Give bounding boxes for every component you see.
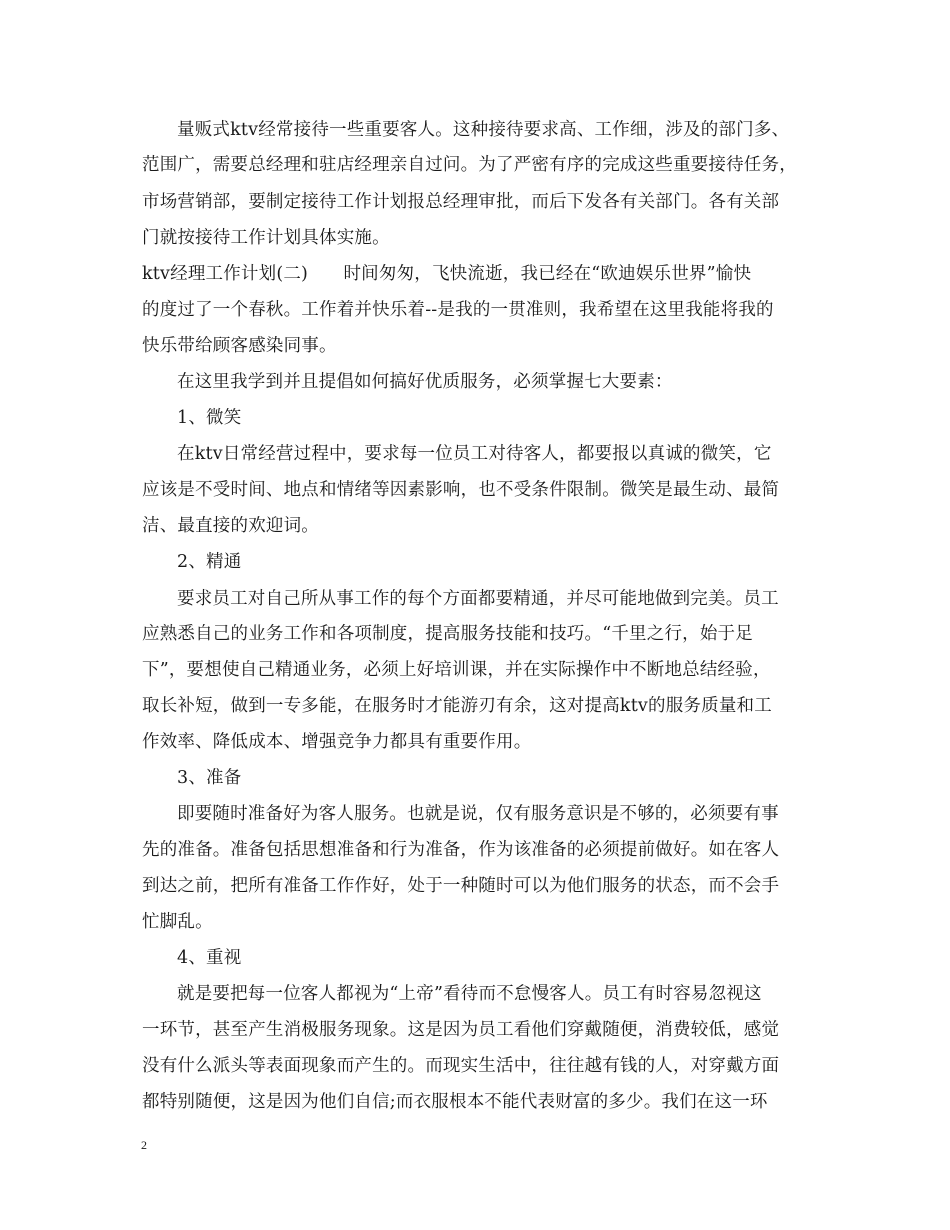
text-line: 洁、最直接的欢迎词。 [142,516,319,536]
text-line: 要求员工对自己所从事工作的每个方面都要精通，并尽可能地做到完美。员工 [177,589,779,609]
text-line: 下”，要想使自己精通业务，必须上好培训课，并在实际操作中不断地总结经验， [142,660,771,680]
page-number: 2 [141,1138,147,1152]
text-line: 市场营销部，要制定接待工作计划报总经理审批，而后下发各有关部门。各有关部 [142,192,780,212]
text-line: 快乐带给顾客感染同事。 [142,336,337,356]
text-line: 作效率、降低成本、增强竞争力都具有重要作用。 [142,732,532,752]
text-line: 门就按接待工作计划具体实施。 [142,228,390,248]
text-line: 在这里我学到并且提倡如何搞好优质服务，必须掌握七大要素： [177,372,673,392]
text-line: 范围广，需要总经理和驻店经理亲自过问。为了严密有序的完成这些重要接待任务， [142,155,797,175]
text-line: 到达之前，把所有准备工作作好，处于一种随时可以为他们服务的状态，而不会手 [142,876,780,896]
text-line: 忙脚乱。 [142,912,213,932]
text-line: 就是要把每一位客人都视为“上帝”看待而不怠慢客人。员工有时容易忽视这 [177,984,762,1004]
text-line: 即要随时准备好为客人服务。也就是说，仅有服务意识是不够的，必须要有事 [177,804,779,824]
text-line: 应该是不受时间、地点和情绪等因素影响，也不受条件限制。微笑是最生动、最简 [142,480,780,500]
list-heading: 2、精通 [177,552,242,572]
text-line: 都特别随便，这是因为他们自信;而衣服根本不能代表财富的多少。我们在这一环 [142,1092,768,1112]
text-line: 取长补短，做到一专多能，在服务时才能游刃有余，这对提高ktv的服务质量和工 [142,696,772,716]
list-heading: 4、重视 [177,948,242,968]
text-line: 一环节，甚至产生消极服务现象。这是因为员工看他们穿戴随便，消费较低，感觉 [142,1020,780,1040]
text-line: 的度过了一个春秋。工作着并快乐着--是我的一贯准则，我希望在这里我能将我的 [142,300,774,320]
list-heading: 3、准备 [177,768,242,788]
text-line: 应熟悉自己的业务工作和各项制度，提高服务技能和技巧。“千里之行，始于足 [142,624,753,644]
list-heading: 1、微笑 [177,408,242,428]
text-line: 量贩式ktv经常接待一些重要客人。这种接待要求高、工作细，涉及的部门多、 [177,120,790,140]
section-heading-line: ktv经理工作计划(二) 时间匆匆，飞快流逝，我已经在“欧迪娱乐世界”愉快 [142,264,752,284]
text-line: 先的准备。准备包括思想准备和行为准备，作为该准备的必须提前做好。如在客人 [142,840,780,860]
text-line: 在ktv日常经营过程中，要求每一位员工对待客人，都要报以真诚的微笑，它 [177,444,772,464]
text-line: 没有什么派头等表面现象而产生的。而现实生活中，往往越有钱的人，对穿戴方面 [142,1056,780,1076]
